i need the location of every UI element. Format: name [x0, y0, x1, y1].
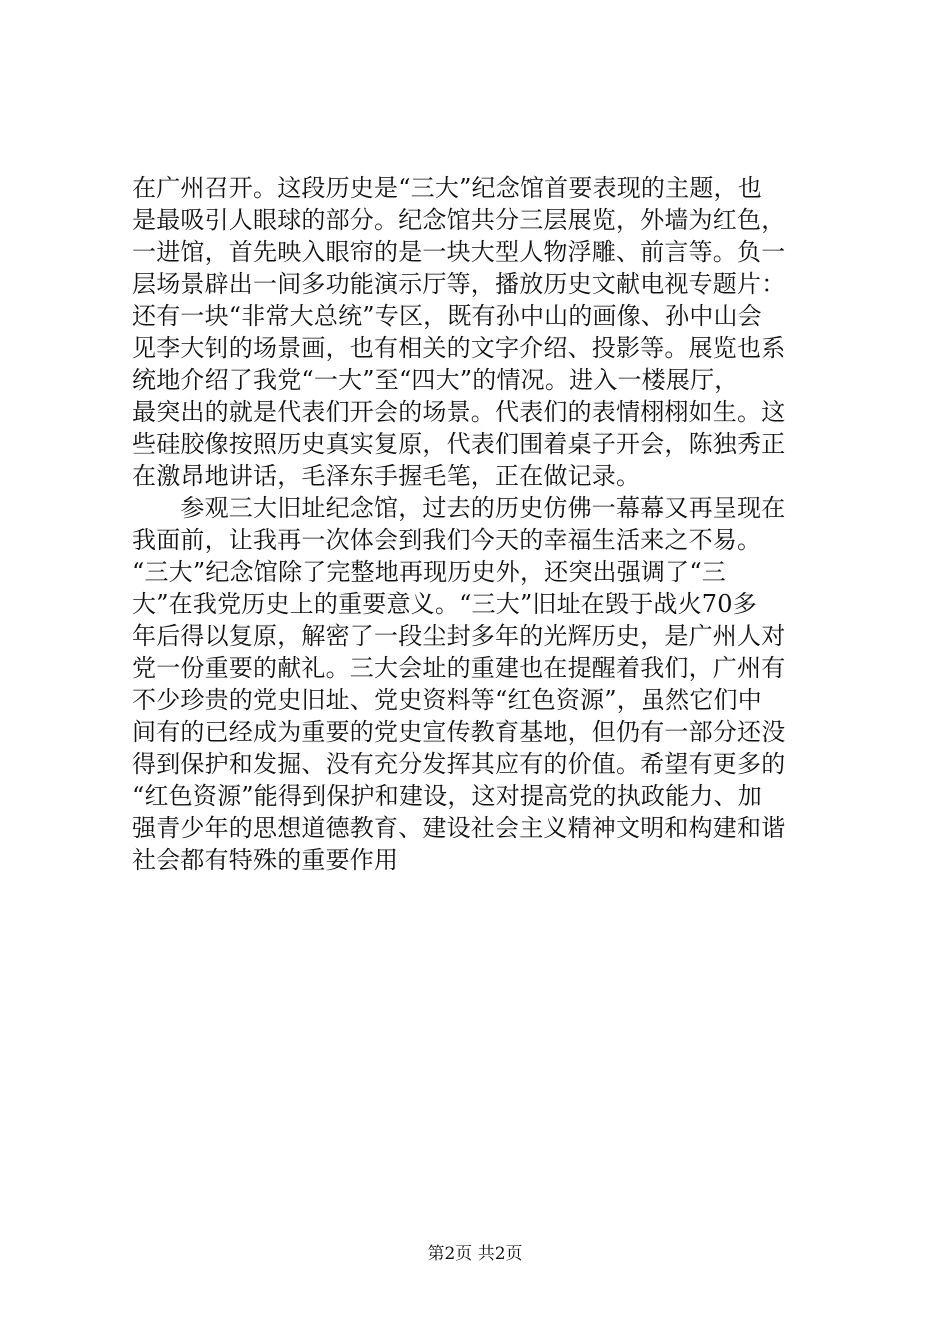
page-number-footer: 第2页 共2页	[427, 1244, 523, 1264]
text-line: 强青少年的思想道德教育、建设社会主义精神文明和构建和谐	[132, 814, 786, 842]
text-line: “红色资源”能得到保护和建设，这对提高党的执政能力、加	[132, 782, 762, 810]
text-line: 还有一块“非常大总统”专区，既有孙中山的画像、孙中山会	[132, 302, 762, 330]
text-line: 在广州召开。这段历史是“三大”纪念馆首要表现的主题，也	[132, 174, 762, 202]
text-line: 大”在我党历史上的重要意义。“三大”旧址在毁于战火70多	[132, 590, 757, 618]
text-line: 间有的已经成为重要的党史宣传教育基地，但仍有一部分还没	[132, 718, 786, 746]
text-line: “三大”纪念馆除了完整地再现历史外，还突出强调了“三	[132, 558, 727, 586]
text-line: 一进馆，首先映入眼帘的是一块大型人物浮雕、前言等。负一	[132, 238, 786, 266]
text-line: 层场景辟出一间多功能演示厅等，播放历史文献电视专题片：	[132, 270, 786, 298]
text-line: 得到保护和发掘、没有充分发挥其应有的价值。希望有更多的	[132, 750, 786, 778]
text-line: 不少珍贵的党史旧址、党史资料等“红色资源”，虽然它们中	[132, 686, 762, 714]
body-text	[132, 172, 832, 876]
text-line: 年后得以复原，解密了一段尘封多年的光辉历史，是广州人对	[132, 622, 786, 650]
text-line: 我面前，让我再一次体会到我们今天的幸福生活来之不易。	[132, 526, 762, 554]
text-line: 在激昂地讲话，毛泽东手握毛笔，正在做记录。	[132, 462, 641, 490]
text-line: 是最吸引人眼球的部分。纪念馆共分三层展览，外墙为红色，	[132, 206, 786, 234]
text-line: 最突出的就是代表们开会的场景。代表们的表情栩栩如生。这	[132, 398, 786, 426]
text-line: 统地介绍了我党“一大”至“四大”的情况。进入一楼展厅，	[132, 366, 739, 394]
text-line: 参观三大旧址纪念馆，过去的历史仿佛一幕幕又再呈现在	[132, 494, 786, 522]
text-line: 见李大钊的场景画，也有相关的文字介绍、投影等。展览也系	[132, 334, 786, 362]
text-line: 社会都有特殊的重要作用	[132, 846, 399, 874]
text-line: 党一份重要的献礼。三大会址的重建也在提醒着我们，广州有	[132, 654, 786, 682]
text-line: 些硅胶像按照历史真实复原，代表们围着桌子开会，陈独秀正	[132, 430, 786, 458]
